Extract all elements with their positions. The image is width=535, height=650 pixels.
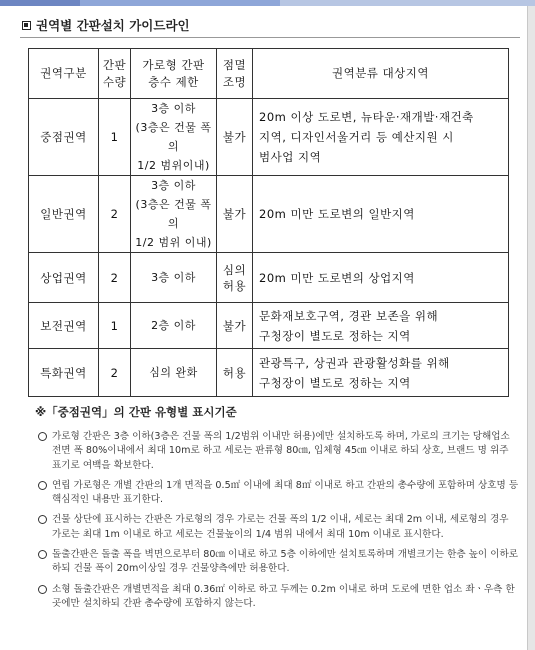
target-area: 20m 미만 도로변의 일반지역 [253, 176, 509, 253]
note-text: 건물 상단에 표시하는 간판은 가로형의 경우 가로는 건물 폭의 1/2 이내, 세로는 최대 2m 이내, 세로형의 경우 가로는 최대 1m 이내로 하고 세로는 건물높이의 1/4 범위 내에서 최대 10m 이내로 표시한다. [52, 514, 509, 540]
region-name: 상업권역 [29, 253, 99, 303]
header-region-type: 권역구분 [29, 49, 99, 99]
square-bullet-icon [22, 21, 31, 30]
list-item [38, 513, 520, 542]
region-name: 보전권역 [29, 303, 99, 349]
note-title: ※「중점권역」의 간판 유형별 표시기준 [35, 405, 237, 419]
note-list [38, 430, 520, 617]
sign-count: 1 [99, 303, 131, 349]
floor-limit: 3층 이하 [131, 253, 217, 303]
table-row [29, 253, 509, 303]
sign-count: 2 [99, 253, 131, 303]
guideline-table [28, 48, 509, 397]
header-sign-count: 간판 수량 [99, 49, 131, 99]
sign-count: 2 [99, 176, 131, 253]
circle-bullet-icon [38, 515, 47, 524]
circle-bullet-icon [38, 432, 47, 441]
sign-count: 1 [99, 99, 131, 176]
note-text: 가로형 간판은 3층 이하(3층은 건물 폭의 1/2범위 이내만 허용)에만 설치하도록 하며, 가로의 크기는 당해업소 전면 폭 80%이내에서 최대 10m로 하고 세로는 판류형 80㎝, 입체형 45㎝ 이내로 하되 상호, 브랜드 명 위주 표기로 여백을 확보한다. [52, 431, 510, 471]
note-text: 소형 돌출간판은 개별면적을 최대 0.36㎡ 이하로 하고 두께는 0.2m 이내로 하며 도로에 면한 업소 좌ㆍ우측 한곳에만 설치하되 간판 총수량에 포함하지 않는다. [52, 583, 515, 609]
section-heading [22, 16, 190, 34]
page-side-margin [527, 6, 535, 650]
circle-bullet-icon [38, 481, 47, 490]
header-blink-light: 점멸 조명 [217, 49, 253, 99]
note-text: 연립 가로형은 개별 간판의 1개 면적을 0.5㎡ 이내에 최대 8㎡ 이내로 하고 간판의 총수량에 포함하며 상호명 등 핵심적인 내용만 표기한다. [52, 479, 519, 506]
table-header-row [29, 49, 509, 99]
blink-light: 심의 허용 [217, 253, 253, 303]
target-area: 관광특구, 상권과 관광활성화를 위해 구청장이 별도로 정하는 지역 [253, 349, 509, 397]
list-item [38, 430, 520, 473]
region-name: 중점권역 [29, 99, 99, 176]
blink-light: 불가 [217, 303, 253, 349]
document-page [0, 6, 528, 650]
floor-limit: 3층 이하 (3층은 건물 폭의 1/2 범위이내) [131, 99, 217, 176]
circle-bullet-icon [38, 550, 47, 559]
table-row [29, 99, 509, 176]
heading-divider [20, 37, 520, 38]
blink-light: 허용 [217, 349, 253, 397]
header-target-area: 권역분류 대상지역 [253, 49, 509, 99]
target-area: 문화재보호구역, 경관 보존을 위해 구청장이 별도로 정하는 지역 [253, 303, 509, 349]
table-row [29, 176, 509, 253]
table-row [29, 349, 509, 397]
blink-light: 불가 [217, 176, 253, 253]
list-item [38, 479, 520, 508]
blink-light: 불가 [217, 99, 253, 176]
sign-count: 2 [99, 349, 131, 397]
region-name: 특화권역 [29, 349, 99, 397]
header-floor-limit: 가로형 간판 층수 제한 [131, 49, 217, 99]
region-name: 일반권역 [29, 176, 99, 253]
list-item [38, 548, 520, 577]
table-row [29, 303, 509, 349]
floor-limit: 2층 이하 [131, 303, 217, 349]
target-area: 20m 이상 도로변, 뉴타운·재개발·재건축 지역, 디자인서울거리 등 예산지원 시 범사업 지역 [253, 99, 509, 176]
circle-bullet-icon [38, 585, 47, 594]
floor-limit: 3층 이하 (3층은 건물 폭의 1/2 범위 이내) [131, 176, 217, 253]
target-area: 20m 미만 도로변의 상업지역 [253, 253, 509, 303]
note-text: 돌출간판은 돌출 폭을 벽면으로부터 80㎝ 이내로 하고 5층 이하에만 설치토록하며 개별크기는 한층 높이 이하로 하되 건물 폭이 20m이상일 경우 건물양측에만 허용한다. [52, 549, 519, 575]
floor-limit: 심의 완화 [131, 349, 217, 397]
list-item [38, 583, 520, 612]
section-heading-text: 권역별 간판설치 가이드라인 [36, 18, 190, 33]
